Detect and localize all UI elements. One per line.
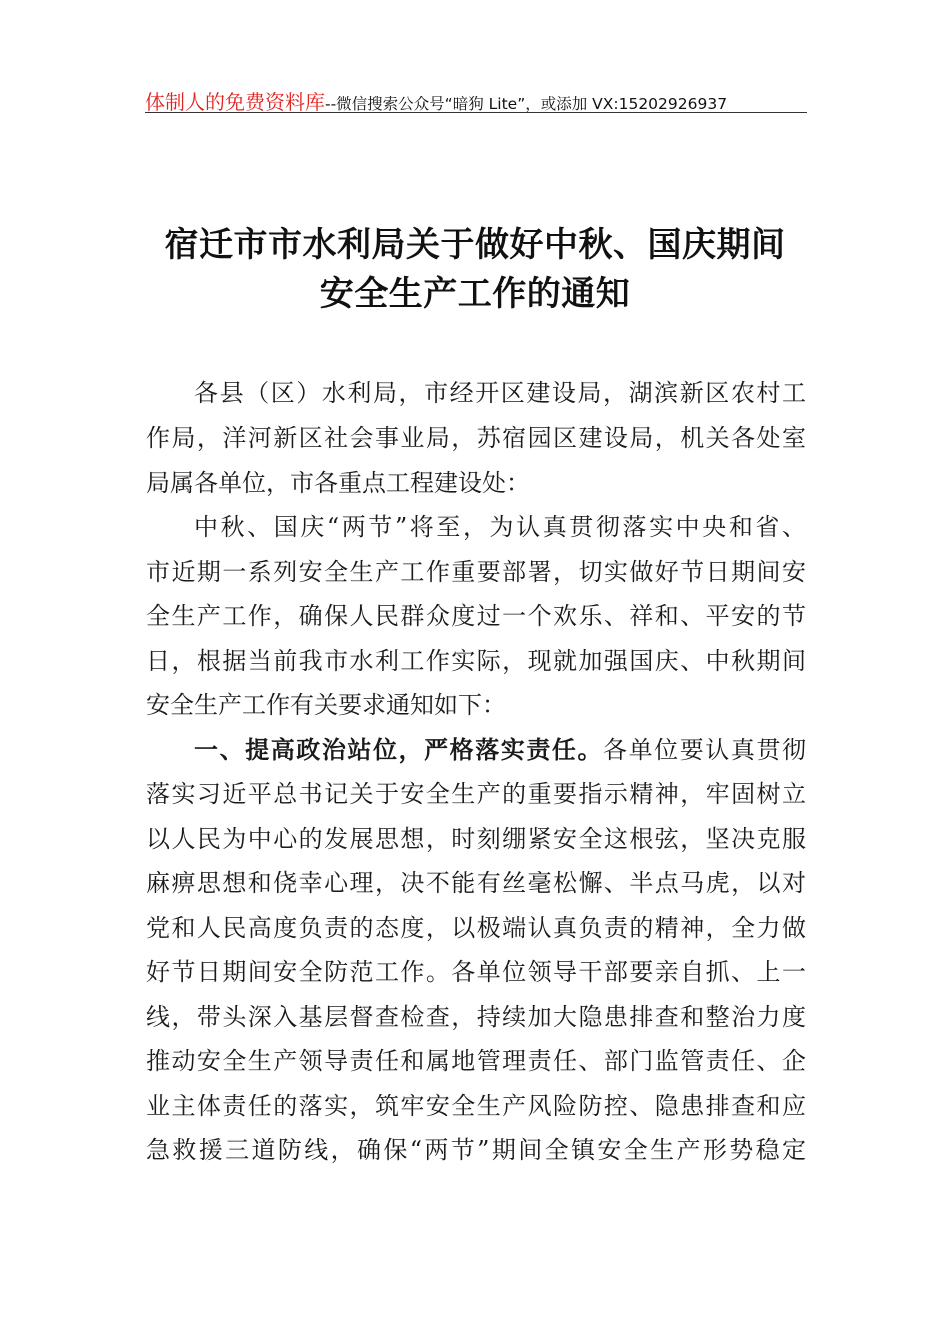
- intro-line: 市近期一系列安全生产工作重要部署，切实做好节日期间安: [146, 558, 806, 586]
- addressee-line: 各县（区）水利局，市经开区建设局，湖滨新区农村工: [194, 379, 806, 407]
- section-1-line: 党和人民高度负责的态度，以极端认真负责的精神，全力做: [146, 914, 806, 942]
- section-1-line: 麻痹思想和侥幸心理，决不能有丝毫松懈、半点马虎，以对: [146, 869, 806, 897]
- document-title-line-2: 安全生产工作的通知: [319, 274, 631, 314]
- document-title-line-1: 宿迁市市水利局关于做好中秋、国庆期间: [164, 225, 786, 265]
- section-1-line: 急救援三道防线，确保“两节”期间全镇安全生产形势稳定: [146, 1136, 806, 1164]
- addressee-line: 作局，洋河新区社会事业局，苏宿园区建设局，机关各处室: [146, 424, 806, 452]
- intro-line: 全生产工作，确保人民群众度过一个欢乐、祥和、平安的节: [146, 602, 806, 630]
- page-header: [145, 86, 807, 113]
- section-1-text: 各单位要认真贯彻: [603, 736, 807, 764]
- intro-line: 日，根据当前我市水利工作实际，现就加强国庆、中秋期间: [146, 647, 806, 675]
- header-brand: 体制人的免费资料库: [145, 90, 325, 113]
- section-1-line: 业主体责任的落实，筑牢安全生产风险防控、隐患排查和应: [146, 1092, 806, 1120]
- section-1-line: 以人民为中心的发展思想，时刻绷紧安全这根弦，坚决克服: [146, 825, 806, 853]
- section-1-first-line: [194, 735, 806, 765]
- section-1-line: 推动安全生产领导责任和属地管理责任、部门监管责任、企: [146, 1047, 806, 1075]
- section-1-line: 落实习近平总书记关于安全生产的重要指示精神，牢固树立: [146, 780, 806, 808]
- section-1-heading: 一、提高政治站位，严格落实责任。: [194, 736, 604, 764]
- header-promo: --微信搜索公众号“暗狗 Lite”，或添加 VX:15202926937: [325, 95, 728, 113]
- section-1-line: 好节日期间安全防范工作。各单位领导干部要亲自抓、上一: [146, 958, 806, 986]
- section-1-line: 线，带头深入基层督查检查，持续加大隐患排查和整治力度: [146, 1003, 806, 1031]
- intro-line: 中秋、国庆“两节”将至，为认真贯彻落实中央和省、: [194, 513, 806, 541]
- intro-line: 安全生产工作有关要求通知如下：: [146, 691, 506, 719]
- addressee-line: 局属各单位，市各重点工程建设处：: [146, 469, 530, 497]
